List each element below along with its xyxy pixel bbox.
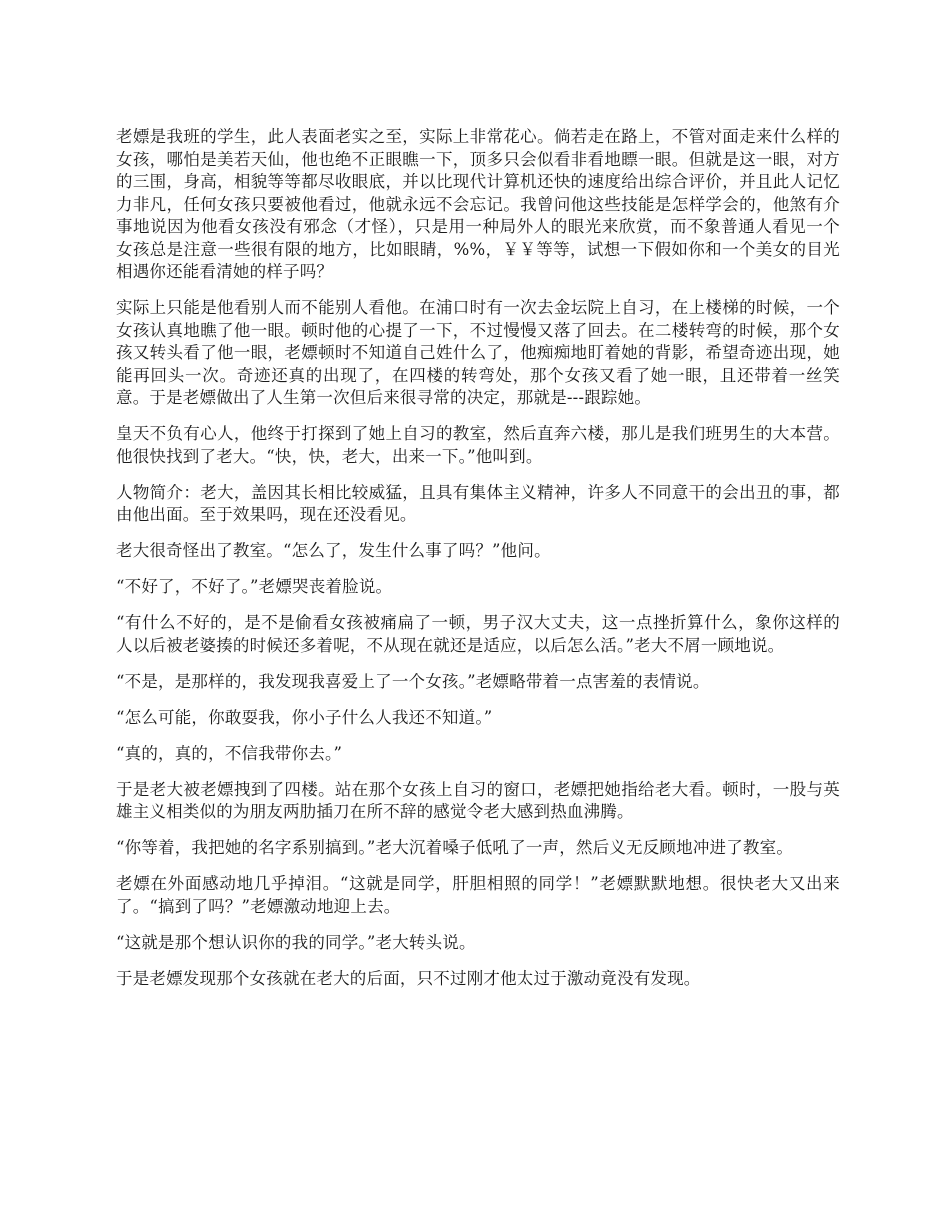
paragraph-5: 老大很奇怪出了教室。“怎么了，发生什么事了吗？”他问。 xyxy=(116,541,551,560)
paragraph-11: 于是老大被老嫖拽到了四楼。站在那个女孩上自习的窗口，老嫖把她指给老大看。顿时，一股与英雄主义相类似的为朋友两肋插刀在所不辞的感觉令老大感到热血沸腾。 xyxy=(116,779,840,821)
paragraph-7: “有什么不好的，是不是偷看女孩被痛扁了一顿，男子汉大丈夫，这一点挫折算什么，象你这样的人以后被老婆揍的时候还多着呢，不从现在就还是适应，以后怎么活。”老大不屑一顾地说。 xyxy=(116,613,840,655)
paragraph-4: 人物简介：老大，盖因其长相比较威猛，且具有集体主义精神，许多人不同意干的会出丑的事，都由他出面。至于效果吗，现在还没看见。 xyxy=(116,482,840,524)
paragraph-14: “这就是那个想认识你的我的同学。”老大转头说。 xyxy=(116,932,476,952)
paragraph-3: 皇天不负有心人，他终于打探到了她上自习的教室，然后直奔六楼，那儿是我们班男生的大本营。他很快找到了老大。“快，快，老大，出来一下。”他叫到。 xyxy=(116,424,840,466)
paragraph-15: 于是老嫖发现那个女孩就在老大的后面，只不过刚才他太过于激动竟没有发现。 xyxy=(116,968,701,988)
paragraph-12: “你等着，我把她的名字系别搞到。”老大沉着嗓子低吼了一声，然后义无反顾地冲进了教室。 xyxy=(116,838,794,857)
paragraph-10: “真的，真的，不信我带你去。” xyxy=(116,743,343,763)
document-page xyxy=(116,126,840,1004)
paragraph-8: “不是，是那样的，我发现我喜爱上了一个女孩。”老嫖略带着一点害羞的表情说。 xyxy=(116,671,710,691)
paragraph-2: 实际上只能是他看别人而不能别人看他。在浦口时有一次去金坛院上自习，在上楼梯的时候，一个女孩认真地瞧了他一眼。顿时他的心提了一下，不过慢慢又落了回去。在二楼转弯的时候，那个女孩又转头看了他一眼，老嫖顿时不知道自己姓什么了，他痴痴地盯着她的背影，希望奇迹出现，她能再回头一次。奇迹还真的出现了，在四楼的转弯处，那个女孩又看了她一眼，且还带着一丝笑意。于是老嫖做出了人生第一次但后来很寻常的决定，那就是---跟踪她。 xyxy=(116,298,840,407)
paragraph-1: 老嫖是我班的学生，此人表面老实之至，实际上非常花心。倘若走在路上，不管对面走来什么样的女孩，哪怕是美若天仙，他也绝不正眼瞧一下，顶多只会似看非看地瞟一眼。但就是这一眼，对方的三围，身高，相貌等等都尽收眼底，并以比现代计算机还快的速度给出综合评价，并且此人记忆力非凡，任何女孩只要被他看过，他就永远不会忘记。我曾问他这些技能是怎样学会的，他煞有介事地说因为他看女孩没有邪念（才怪），只是用一种局外人的眼光来欣赏，而不象普通人看见一个女孩总是注意一些很有限的地方，比如眼睛，%%，￥￥等等，试想一下假如你和一个美女的目光相遇你还能看清她的样子吗？ xyxy=(116,127,840,281)
paragraph-6: “不好了，不好了。”老嫖哭丧着脸说。 xyxy=(116,577,393,596)
paragraph-13: 老嫖在外面感动地几乎掉泪。“这就是同学，肝胆相照的同学！”老嫖默默地想。很快老大又出来了。“搞到了吗？”老嫖激动地迎上去。 xyxy=(116,874,840,916)
paragraph-9: “怎么可能，你敢耍我，你小子什么人我还不知道。” xyxy=(116,707,493,727)
